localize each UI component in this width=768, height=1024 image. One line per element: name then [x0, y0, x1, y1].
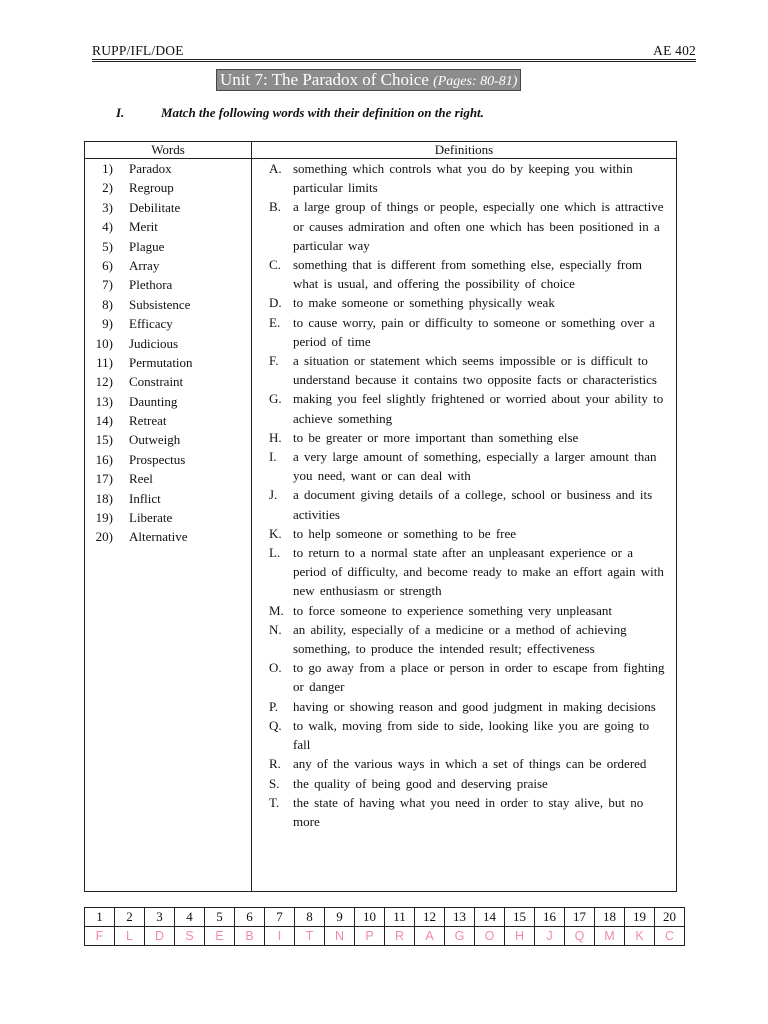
- word-number: 15): [95, 432, 113, 448]
- word-text: Prospectus: [129, 451, 186, 467]
- answer-number-cell: 8: [295, 908, 325, 927]
- definition-text: the state of having what you need in order to stay alive, but no more: [293, 794, 644, 829]
- answer-number-cell: 17: [565, 908, 595, 927]
- word-item: [85, 508, 251, 527]
- answer-letter-cell: S: [175, 927, 205, 946]
- word-item: [85, 256, 251, 275]
- word-text: Liberate: [129, 510, 173, 526]
- definition-text: the quality of being good and deserving praise: [293, 775, 548, 791]
- answer-letter-cell: J: [535, 927, 565, 946]
- word-number: 11): [96, 354, 113, 370]
- answer-letter-cell: N: [325, 927, 355, 946]
- definition-item: [252, 428, 676, 447]
- word-text: Permutation: [129, 354, 193, 370]
- answer-number-cell: 19: [625, 908, 655, 927]
- word-item: [85, 178, 251, 197]
- definition-text: something that is different from something else, especially from what is usual, and offering the possibility of choice: [293, 257, 642, 292]
- definition-text: to walk, moving from side to side, looking like you are going to fall: [293, 717, 650, 753]
- definition-text: to help someone or something to be free: [293, 525, 517, 541]
- definition-text: to be greater or more important than something else: [293, 429, 579, 445]
- definition-text: a large group of things or people, especially one which is attractive or causes admiration and often one which has been positioned in a particular way: [293, 199, 664, 253]
- answer-letter-cell: A: [415, 927, 445, 946]
- definition-letter: P.: [269, 698, 279, 714]
- answer-letter-cell: T: [295, 927, 325, 946]
- word-number: 12): [95, 374, 113, 390]
- word-number: 14): [95, 413, 113, 429]
- word-text: Reel: [129, 471, 153, 487]
- definition-text: to go away from a place or person in order to escape from fighting or danger: [293, 660, 665, 695]
- answer-number-cell: 11: [385, 908, 415, 927]
- word-item: [85, 334, 251, 353]
- word-number: 16): [95, 451, 113, 467]
- word-number: 9): [102, 316, 113, 332]
- definition-item: [252, 601, 676, 620]
- header-class-code: AE 402: [653, 43, 696, 58]
- answer-number-cell: 12: [415, 908, 445, 927]
- word-item: [85, 217, 251, 236]
- answer-letter-cell: G: [445, 927, 475, 946]
- word-number: 18): [95, 490, 113, 506]
- definition-letter: O.: [269, 660, 282, 676]
- header-rule: [92, 59, 696, 60]
- definition-letter: B.: [269, 199, 281, 215]
- answer-number-cell: 9: [325, 908, 355, 927]
- word-number: 17): [95, 471, 113, 487]
- answer-number-cell: 7: [265, 908, 295, 927]
- word-item: [85, 430, 251, 449]
- definition-item: [252, 524, 676, 543]
- answer-number-cell: 15: [505, 908, 535, 927]
- answer-letter-cell: P: [355, 927, 385, 946]
- answer-numbers-row: [85, 908, 685, 927]
- definition-letter: J.: [269, 487, 278, 503]
- answer-letters-row: [85, 927, 685, 946]
- word-number: 1): [102, 161, 113, 176]
- definition-item: [252, 543, 676, 601]
- answer-letter-cell: I: [265, 927, 295, 946]
- definition-item: [252, 351, 676, 389]
- answer-number-cell: 16: [535, 908, 565, 927]
- word-text: Subsistence: [129, 296, 191, 312]
- answer-number-cell: 10: [355, 908, 385, 927]
- definition-item: [252, 697, 676, 716]
- definition-letter: D.: [269, 295, 282, 311]
- definition-letter: S.: [269, 775, 280, 791]
- definition-letter: C.: [269, 257, 281, 273]
- word-number: 6): [102, 257, 113, 273]
- word-item: [85, 198, 251, 217]
- definition-letter: N.: [269, 621, 282, 637]
- definition-letter: Q.: [269, 717, 282, 733]
- definitions-list: [252, 159, 676, 831]
- answer-letter-cell: Q: [565, 927, 595, 946]
- answer-number-cell: 18: [595, 908, 625, 927]
- word-item: [85, 411, 251, 430]
- section-number: I.: [116, 105, 125, 120]
- definition-letter: M.: [269, 602, 284, 618]
- definition-letter: I.: [269, 449, 277, 465]
- definition-letter: G.: [269, 391, 282, 407]
- definition-item: [252, 293, 676, 312]
- definition-item: [252, 255, 676, 293]
- definition-text: a document giving details of a college, school or business and its activities: [293, 487, 653, 522]
- word-text: Daunting: [129, 393, 178, 409]
- answer-letter-cell: C: [655, 927, 685, 946]
- word-item: [85, 392, 251, 411]
- unit-title-text: Unit 7: The Paradox of Choice: [220, 70, 429, 89]
- definition-text: to make someone or something physically weak: [293, 295, 555, 311]
- word-number: 4): [102, 219, 113, 235]
- definition-letter: K.: [269, 525, 282, 541]
- word-text: Regroup: [129, 180, 174, 196]
- definition-item: [252, 620, 676, 658]
- definition-item: [252, 716, 676, 754]
- definition-text: an ability, especially of a medicine or a method of achieving something, to produce the intended result; effectiveness: [293, 621, 627, 657]
- definition-text: having or showing reason and good judgment in making decisions: [293, 698, 656, 714]
- definition-item: [252, 658, 676, 696]
- definition-text: making you feel slightly frightened or worried about your ability to achieve something: [293, 391, 664, 426]
- answer-number-cell: 6: [235, 908, 265, 927]
- definition-item: [252, 313, 676, 351]
- word-text: Judicious: [129, 335, 179, 351]
- answer-number-cell: 4: [175, 908, 205, 927]
- word-text: Efficacy: [129, 316, 173, 332]
- word-item: [85, 450, 251, 469]
- definition-item: [252, 197, 676, 255]
- answer-letter-cell: M: [595, 927, 625, 946]
- header-rule-double: [92, 61, 696, 62]
- word-text: Paradox: [129, 161, 172, 176]
- section-instruction-text: Match the following words with their definition on the right.: [161, 105, 484, 120]
- unit-pages: (Pages: 80-81): [433, 74, 518, 89]
- word-item: [85, 295, 251, 314]
- answer-letter-cell: F: [85, 927, 115, 946]
- answer-number-cell: 3: [145, 908, 175, 927]
- answer-number-cell: 1: [85, 908, 115, 927]
- answer-letter-cell: K: [625, 927, 655, 946]
- definition-text: to force someone to experience something very unpleasant: [293, 602, 613, 618]
- unit-title: [216, 69, 521, 91]
- answer-letter-cell: B: [235, 927, 265, 946]
- definition-text: something which controls what you do by keeping you within particular limits: [293, 161, 633, 196]
- answer-letter-cell: O: [475, 927, 505, 946]
- answer-letter-cell: L: [115, 927, 145, 946]
- definition-item: [252, 389, 676, 427]
- answer-key-table: [84, 907, 685, 946]
- word-text: Alternative: [129, 529, 188, 545]
- word-number: 7): [102, 277, 113, 293]
- answer-number-cell: 2: [115, 908, 145, 927]
- definition-item: [252, 159, 676, 197]
- word-number: 19): [95, 510, 113, 526]
- answer-letter-cell: H: [505, 927, 535, 946]
- answer-number-cell: 20: [655, 908, 685, 927]
- word-item: [85, 527, 251, 546]
- word-number: 3): [102, 199, 113, 215]
- definition-letter: L.: [269, 545, 281, 561]
- word-text: Retreat: [129, 413, 167, 429]
- word-text: Constraint: [129, 374, 184, 390]
- definition-text: to return to a normal state after an unpleasant experience or a period of difficulty, and become ready to make an effort again with new enthusiasm or strength: [293, 545, 664, 599]
- word-item: [85, 314, 251, 333]
- definition-item: [252, 447, 676, 485]
- definition-item: [252, 793, 676, 831]
- definition-text: a very large amount of something, especially a larger amount than you need, want or can deal with: [293, 449, 657, 484]
- word-number: 13): [95, 393, 113, 409]
- matching-table: [84, 141, 677, 892]
- words-list: [85, 159, 251, 547]
- definition-text: to cause worry, pain or difficulty to someone or something over a period of time: [293, 314, 655, 349]
- word-item: [85, 372, 251, 391]
- words-column-header: Words: [151, 142, 185, 157]
- word-text: Debilitate: [129, 199, 181, 215]
- header-course-code: RUPP/IFL/DOE: [92, 43, 184, 58]
- word-number: 2): [102, 180, 113, 196]
- definition-text: a situation or statement which seems impossible or is difficult to understand because it contains two opposite facts or characteristics: [293, 353, 657, 388]
- definition-letter: E.: [269, 314, 281, 330]
- definition-letter: A.: [269, 161, 282, 176]
- word-number: 8): [102, 296, 113, 312]
- definition-letter: F.: [269, 353, 279, 369]
- word-item: [85, 159, 251, 178]
- definition-letter: R.: [269, 756, 281, 772]
- answer-letter-cell: R: [385, 927, 415, 946]
- definition-letter: T.: [269, 794, 280, 810]
- word-text: Outweigh: [129, 432, 181, 448]
- word-number: 10): [95, 335, 113, 351]
- word-item: [85, 237, 251, 256]
- definition-text: any of the various ways in which a set of things can be ordered: [293, 756, 647, 772]
- word-text: Merit: [129, 219, 158, 235]
- word-number: 20): [95, 529, 113, 545]
- answer-letter-cell: D: [145, 927, 175, 946]
- definition-item: [252, 485, 676, 523]
- word-text: Plethora: [129, 277, 173, 293]
- word-item: [85, 469, 251, 488]
- definition-item: [252, 754, 676, 773]
- word-item: [85, 353, 251, 372]
- word-text: Array: [129, 257, 160, 273]
- word-item: [85, 489, 251, 508]
- answer-number-cell: 14: [475, 908, 505, 927]
- word-text: Inflict: [129, 490, 161, 506]
- word-text: Plague: [129, 238, 165, 254]
- word-number: 5): [102, 238, 113, 254]
- word-item: [85, 275, 251, 294]
- definition-letter: H.: [269, 429, 282, 445]
- answer-number-cell: 5: [205, 908, 235, 927]
- answer-number-cell: 13: [445, 908, 475, 927]
- answer-letter-cell: E: [205, 927, 235, 946]
- definition-item: [252, 774, 676, 793]
- definitions-column-header: Definitions: [434, 142, 494, 157]
